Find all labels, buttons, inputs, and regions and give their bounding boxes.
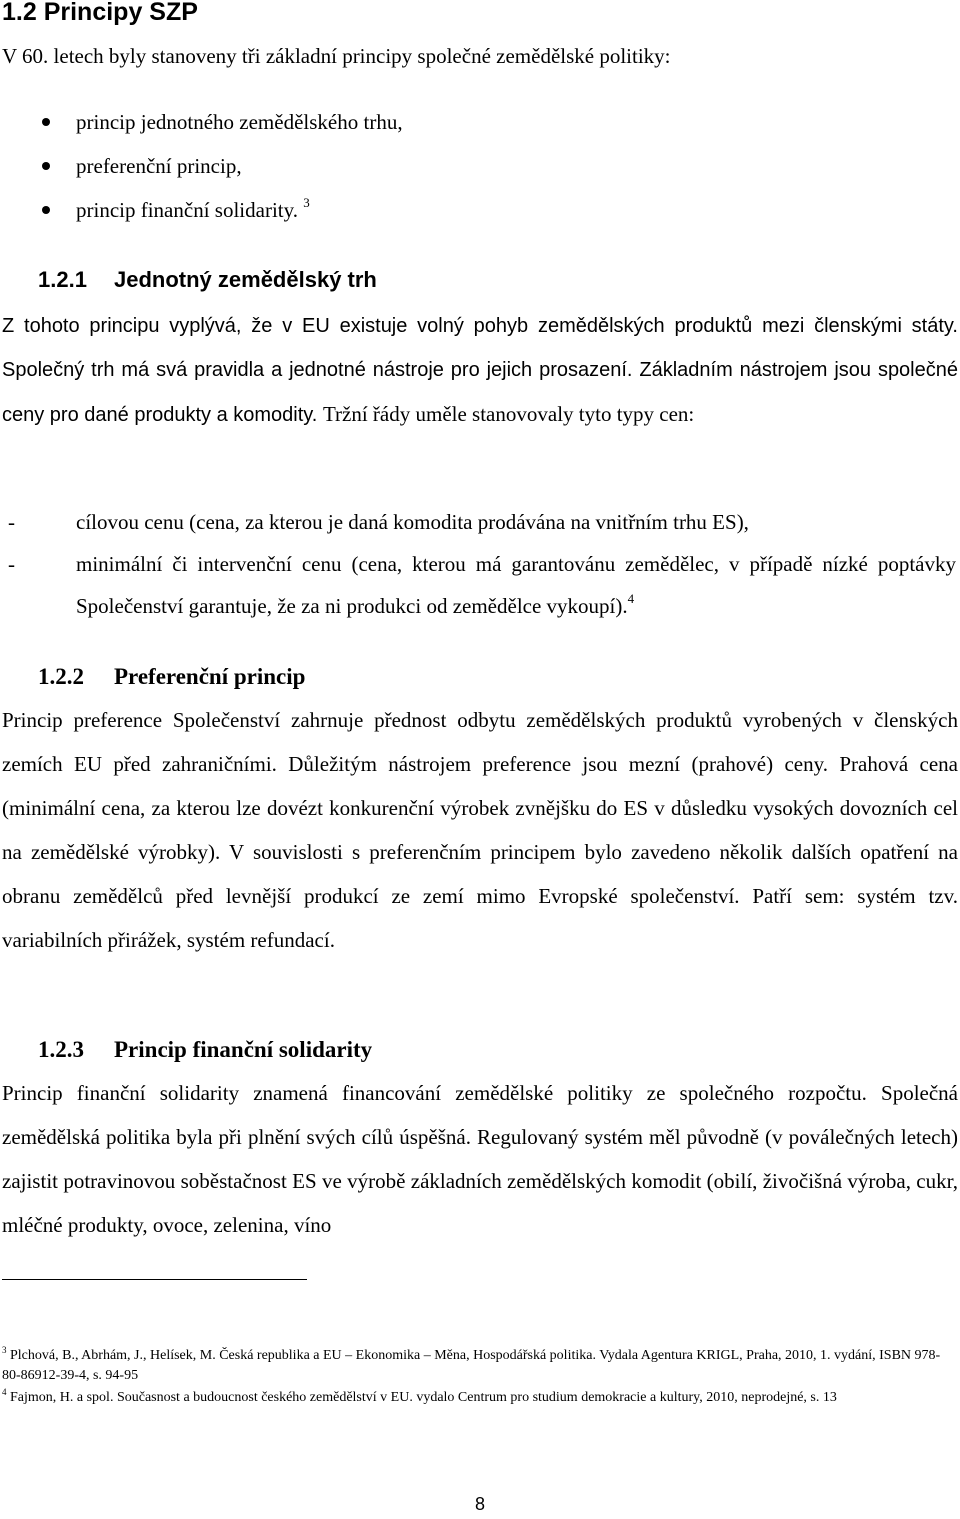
list-item: - minimální či intervenční cenu (cena, kterou má garantovánu zemědělec, v případě nízké poptávky Společenství garantuje, že za ni produkci od zemědělce vykoupí).$^4$ — [8, 552, 956, 618]
subsection-heading-1: 1.2.1 Jednotný zemědělský trh — [38, 267, 377, 292]
solidarity-paragraph: Princip finanční solidarity znamená financování zemědělské politiky ze společného rozpočtu. Společná zemědělská politika byla při plnění svých cílů úspěšná. Regulovaný systém měl původně (v poválečných letech) zajistit potravinovou soběstačnost ES ve výrobě základních zemědělských komodit (obilí, živočišná výroba, cukr, mléčné produkty, ovoce, zelenina, víno — [2, 1081, 958, 1237]
list-item: preferenční princip, — [0, 144, 956, 188]
bullet-icon — [42, 118, 50, 126]
footnote: $^3$ Plchová, B., Abrhám, J., Helísek, M. Česká republika a EU – Ekonomika – Měna, Hospodářská politika. Vydala Agentura KRIGL, Praha, 2010, 1. vydání, ISBN 978-80-86912-39-4, s. 94-95 — [2, 1345, 941, 1383]
footnote-ref: 3 — [303, 195, 310, 210]
subsection-heading-2: 1.2.2 Preferenční princip — [38, 664, 306, 689]
list-item: - cílovou cenu (cena, za kterou je daná komodita prodávána na vnitřním trhu ES), — [8, 510, 749, 534]
preference-paragraph: Princip preference Společenství zahrnuje přednost odbytu zemědělských produktů vyrobených v členských zemích EU před zahraničními. Důležitým nástrojem preference jsou mezní (prahové) ceny. Prahová cena (minimální cena, za kterou lze dovézt konkurenční výrobek zvnějšku do ES v důsledku vysokých dovozních cel na zemědělské výrobky). V souvislosti s preferenčním principem bylo zavedeno několik dalších opatření na obranu zemědělců před levnější produkcí ze zemí mimo Evropské společenství. Patří sem: systém tzv. variabilních přirážek, systém refundací. — [2, 708, 958, 952]
bullet-icon — [42, 162, 50, 170]
subsection-heading-3: 1.2.3 Princip finanční solidarity — [38, 1037, 373, 1062]
page-number: 8 — [474, 1494, 485, 1514]
list-item: princip finanční solidarity. $^3$ — [0, 188, 956, 232]
single-market-paragraph: Z tohoto principu vyplývá, že v EU existuje volný pohyb zemědělských produktů mezi členskými státy. Společný trh má svá pravidla a jednotné nástroje pro jejich prosazení. Základním nástrojem jsou společné ceny pro dané produkty a komodity. Tržní řády uměle stanovovaly tyto typy cen: — [2, 315, 958, 426]
intro-paragraph: V 60. letech byly stanoveny tři základní principy společné zemědělské politiky: — [2, 44, 671, 68]
price-types-list — [0, 501, 956, 627]
footnote-ref: 4 — [627, 591, 635, 606]
bullet-icon — [42, 206, 50, 214]
footnote: $^4$ Fajmon, H. a spol. Současnost a budoucnost českého zemědělství v EU. vydalo Centrum pro studium demokracie a kultury, 2010, neprodejné, s. 13 — [2, 1387, 837, 1405]
footnotes — [2, 1346, 952, 1410]
principles-list — [0, 100, 956, 232]
footnote-separator — [2, 1279, 307, 1280]
list-item: princip jednotného zemědělského trhu, — [0, 100, 956, 144]
section-heading: 1.2 Principy SZP — [2, 0, 198, 26]
